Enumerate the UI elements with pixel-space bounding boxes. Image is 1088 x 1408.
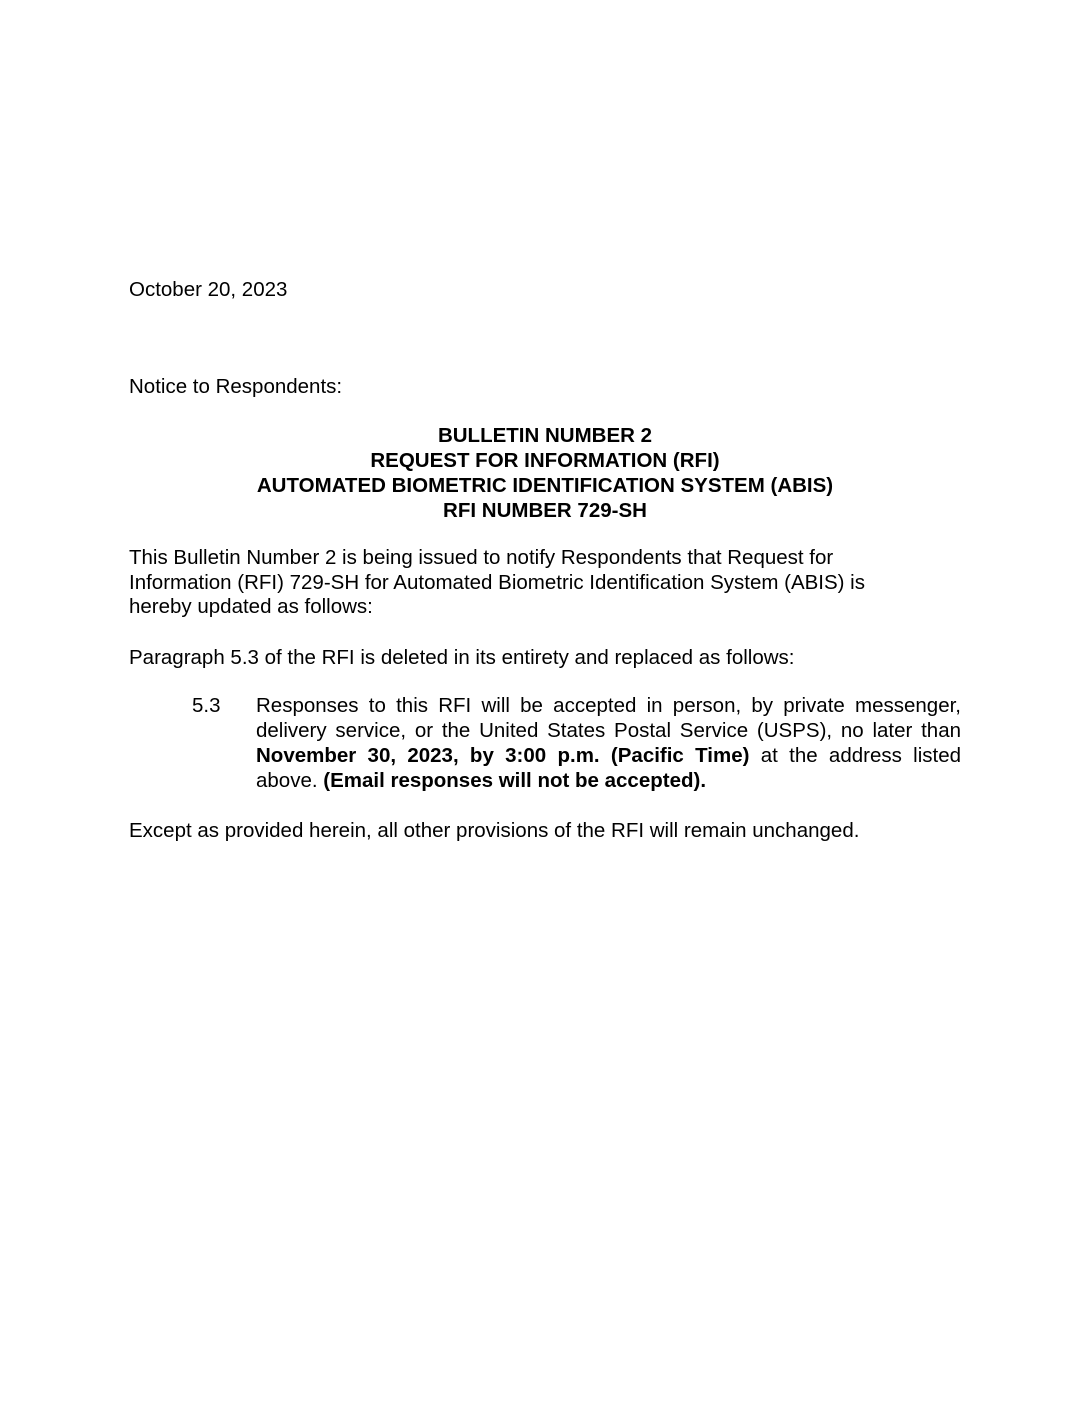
intro-paragraph: This Bulletin Number 2 is being issued to notify Respondents that Request for Information (RFI) 729-SH for Automated Biometric Identification System (ABIS) is hereby updated as follows: [129, 546, 865, 618]
clause-text-part1: Responses to this RFI will be accepted in person, by private messenger, delivery service, or the United States Postal Service (USPS), no later than [256, 694, 961, 742]
clause-number: 5.3 [192, 694, 221, 717]
clause-email-note: (Email responses will not be accepted). [323, 769, 707, 792]
heading-system-name: AUTOMATED BIOMETRIC IDENTIFICATION SYSTEM (ABIS) [256, 474, 834, 497]
clause-body [256, 693, 961, 793]
clause-deadline: November 30, 2023, by 3:00 p.m. (Pacific Time) [256, 744, 750, 767]
replacement-intro: Paragraph 5.3 of the RFI is deleted in its entirety and replaced as follows: [129, 646, 795, 669]
clause-text-part2: at the address listed above. [256, 744, 961, 792]
closing-paragraph: Except as provided herein, all other provisions of the RFI will remain unchanged. [129, 819, 860, 842]
heading-rfi-number: RFI NUMBER 729-SH [443, 499, 647, 522]
heading-rfi-title: REQUEST FOR INFORMATION (RFI) [370, 449, 720, 472]
heading-bulletin-number: BULLETIN NUMBER 2 [437, 424, 653, 447]
salutation: Notice to Respondents: [129, 375, 343, 398]
letter-date: October 20, 2023 [129, 278, 288, 301]
bulletin-heading [129, 423, 961, 523]
